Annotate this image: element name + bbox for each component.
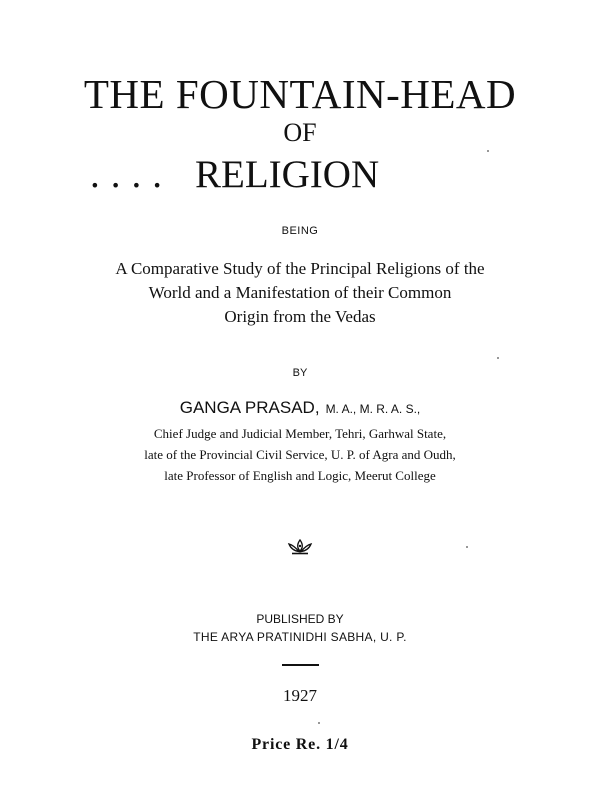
author-credentials: M. A., M. R. A. S., [325,402,421,416]
author-line [0,398,600,418]
subtitle-block [0,257,600,329]
subtitle-line-2: World and a Manifestation of their Common [148,283,452,302]
paper-speck [497,357,499,359]
being-label: BEING [281,225,319,237]
affiliation-line-1: Chief Judge and Judicial Member, Tehri, Garhwal State, [153,426,447,441]
affiliation-line-3: late Professor of English and Logic, Meerut College [164,468,436,483]
book-title-line-1: THE FOUNTAIN-HEAD [83,71,517,117]
subtitle-line-1: A Comparative Study of the Principal Religions of the [115,259,485,278]
author-name: GANGA PRASAD, [179,398,320,417]
title-leader-dots: .... [90,153,173,196]
book-title-line-3 [90,152,379,197]
paper-speck [487,150,489,152]
affiliation-line-2: late of the Provincial Civil Service, U. P. of Agra and Oudh, [144,447,456,462]
publication-year: 1927 [283,686,317,705]
book-title-religion: RELIGION [195,153,380,196]
divider-rule [282,664,319,666]
lotus-ornament-icon [286,538,314,556]
book-title-line-2: OF [283,118,317,147]
publisher-name: THE ARYA PRATINIDHI SABHA, U. P. [193,630,407,644]
price-label: Price Re. 1/4 [251,736,349,753]
published-by-label: PUBLISHED BY [256,612,344,626]
by-label: BY [292,367,308,379]
paper-speck [466,546,468,548]
author-affiliations [0,423,600,486]
subtitle-line-3: Origin from the Vedas [224,307,376,326]
paper-speck [318,722,320,724]
